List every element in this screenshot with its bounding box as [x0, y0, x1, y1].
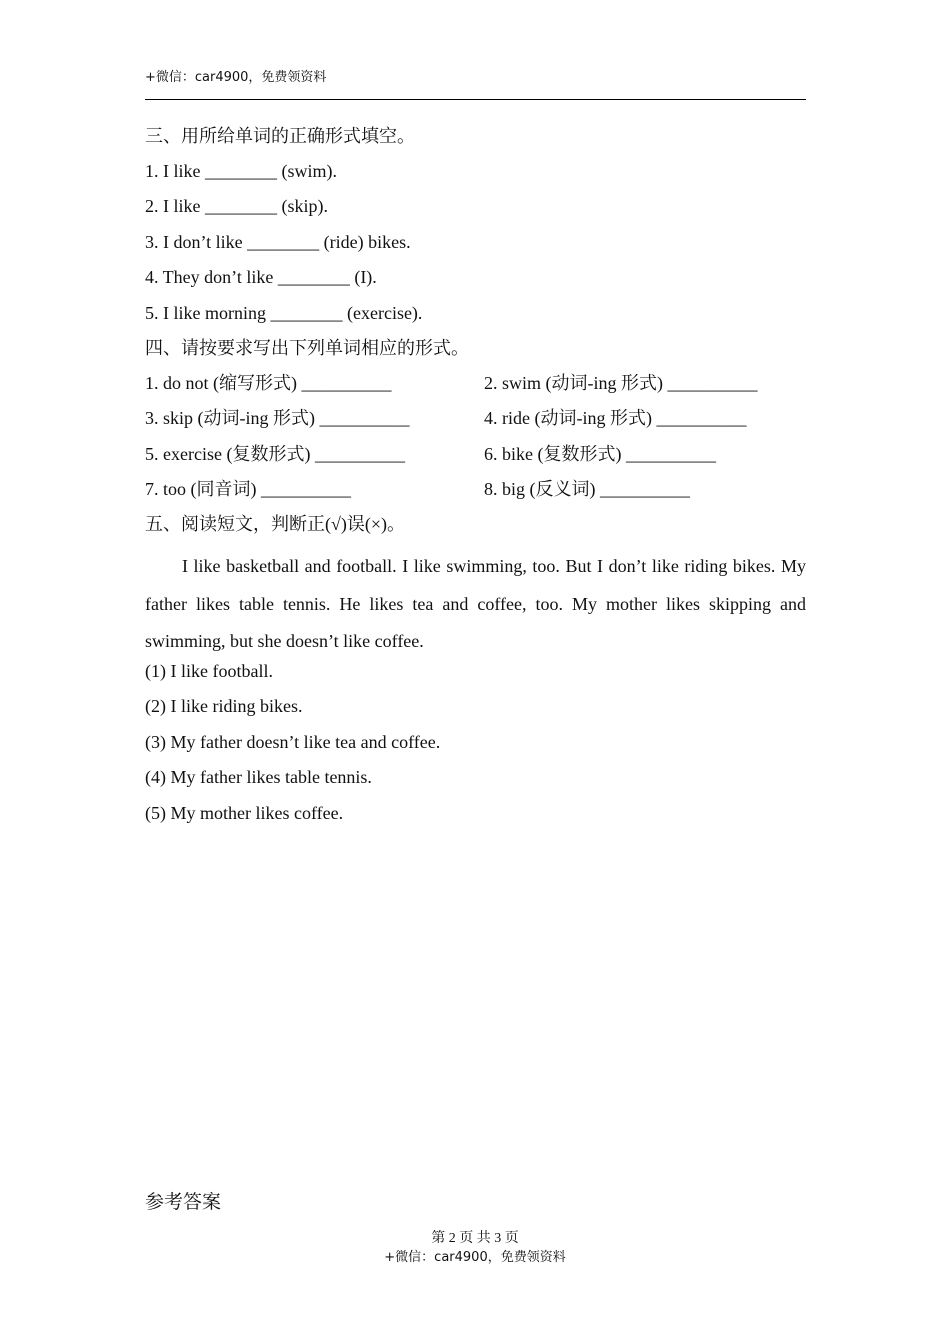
answer-key-heading: 参考答案	[145, 1192, 222, 1213]
section-4-item-6: 6. bike (复数形式) __________	[484, 444, 716, 464]
header-watermark-text: +微信：car4900，免费领资料	[145, 70, 327, 85]
header-divider	[145, 99, 806, 100]
section-5-item-2: (2) I like riding bikes.	[145, 696, 303, 716]
section-5-title: 五、阅读短文，判断正(√)误(×)。	[145, 514, 406, 534]
section-4-item-1: 1. do not (缩写形式) __________	[145, 373, 392, 393]
section-5-item-3: (3) My father doesn’t like tea and coffee.	[145, 732, 441, 752]
section-4-item-7: 7. too (同音词) __________	[145, 479, 351, 499]
reading-passage: I like basketball and football. I like swimming, too. But I don’t like riding bikes. My father likes table tennis. He likes tea and coffee, too. My mother likes skipping and swimming, but she doesn’t like coffee.	[145, 556, 806, 651]
section-4-item-3: 3. skip (动词-ing 形式) __________	[145, 408, 410, 428]
section-5-item-1: (1) I like football.	[145, 661, 273, 681]
section-4-item-8: 8. big (反义词) __________	[484, 479, 690, 499]
section-3-item-2: 2. I like ________ (skip).	[145, 196, 328, 216]
section-4-item-2: 2. swim (动词-ing 形式) __________	[484, 373, 758, 393]
section-4-item-5: 5. exercise (复数形式) __________	[145, 444, 405, 464]
section-5-item-4: (4) My father likes table tennis.	[145, 767, 372, 787]
section-4-item-4: 4. ride (动词-ing 形式) __________	[484, 408, 747, 428]
footer-watermark-text: +微信：car4900，免费领资料	[384, 1250, 566, 1265]
page-number: 第 2 页 共 3 页	[431, 1231, 519, 1246]
section-3-item-1: 1. I like ________ (swim).	[145, 161, 337, 181]
section-3-item-5: 5. I like morning ________ (exercise).	[145, 303, 423, 323]
section-4-title: 四、请按要求写出下列单词相应的形式。	[145, 338, 469, 358]
section-3-item-3: 3. I don’t like ________ (ride) bikes.	[145, 232, 411, 252]
section-5-item-5: (5) My mother likes coffee.	[145, 803, 344, 823]
section-3-item-4: 4. They don’t like ________ (I).	[145, 267, 377, 287]
section-3-title: 三、用所给单词的正确形式填空。	[145, 126, 415, 146]
